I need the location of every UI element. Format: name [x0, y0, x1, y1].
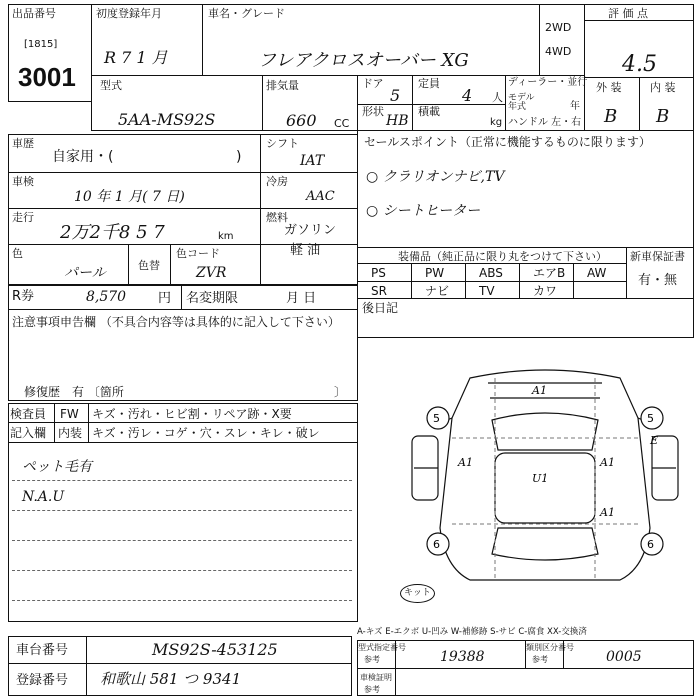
damage-legend: A-キズ E-エクボ U-凹み W-補修跡 S-サビ C-腐食 XX-交換済: [357, 627, 587, 637]
ac-value: AAC: [306, 189, 335, 204]
chassis-label: 車台番号: [16, 643, 69, 658]
mark-a1-left: A1: [458, 456, 473, 469]
fw-label: FW: [60, 407, 79, 421]
notes-label: 注意事項申告欄 （不具合内容等は具体的に記入して下さい）: [12, 315, 340, 329]
equipment-label: 装備品（純正品に限り丸をつけて下さい）: [398, 250, 607, 263]
tyre-fr: 5: [647, 412, 654, 425]
year-unit: 年: [570, 101, 580, 112]
model-year-label: モデル年式: [508, 93, 535, 112]
lot-label: 出品番号: [12, 7, 56, 20]
fw-items: キズ・汚れ・ヒビ割・リペア跡・X要: [92, 407, 292, 421]
inspector-label-2: 記入欄: [10, 426, 47, 440]
cert-sub: 参考: [364, 655, 380, 664]
mark-a1-right2: A1: [600, 506, 615, 519]
history-close: ): [236, 149, 242, 165]
divider: [357, 668, 694, 669]
score-value: 4.5: [622, 52, 657, 77]
shift-label: シフト: [266, 137, 299, 150]
color-no-sub: 参考: [364, 685, 380, 694]
equipment-item: ABS: [479, 266, 503, 280]
color-no-label: 車検証明: [360, 673, 392, 682]
remark-line: [12, 570, 352, 571]
remark-line: [12, 510, 352, 511]
repair-label: 修復歴 有 〔箇所: [24, 385, 124, 399]
reg-label: 登録番号: [16, 673, 69, 688]
handle-label: ハンドル 左・右: [508, 117, 582, 128]
divider: [8, 208, 260, 209]
divider: [465, 263, 466, 299]
divider: [170, 244, 171, 284]
ticket-unit: 円: [158, 291, 172, 306]
warranty-value: 有・無: [638, 273, 678, 288]
sales-label: セールスポイント（正常に機能するものに限ります）: [364, 135, 651, 149]
divider: [8, 422, 358, 423]
transfer-value: 月 日: [286, 291, 317, 306]
color-value: パール: [64, 265, 106, 281]
dealer-label: ディーラー・並行: [508, 77, 588, 88]
divider: [411, 263, 412, 299]
lot-number: 3001: [18, 62, 76, 92]
equipment-item: SR: [371, 284, 387, 298]
ac-label: 冷房: [266, 175, 288, 188]
remark-line: [12, 600, 352, 601]
class-label: 類別区分番号: [526, 643, 574, 652]
mileage-value: 2万2千8 5 7: [60, 222, 165, 243]
divider: [128, 244, 129, 284]
divider: [260, 172, 358, 173]
class-value: 0005: [606, 649, 642, 665]
cert-value: 19388: [440, 649, 485, 665]
inspection-value: 10 年 1 月( 7 日): [74, 189, 185, 205]
load-unit: kg: [490, 117, 503, 128]
sales-item-2: ○ シートヒーター: [366, 203, 481, 219]
remark-line: [12, 480, 352, 481]
fuel-value-1: ガソリン: [284, 223, 337, 238]
history-label: 車歴: [12, 137, 34, 150]
capacity-unit: 人: [492, 91, 503, 104]
shape-label: 形状: [362, 105, 384, 118]
divider: [260, 208, 358, 209]
tyre-rr: 6: [647, 538, 654, 551]
shift-value: IAT: [300, 153, 325, 169]
first-reg-label: 初度登録年月: [96, 7, 162, 20]
history-value: 自家用・(: [52, 149, 114, 165]
inspector-label-1: 検査員: [10, 407, 47, 421]
fuel-label: 燃料: [266, 211, 288, 224]
capacity-value: 4: [462, 86, 473, 105]
equipment-item: ナビ: [425, 284, 450, 298]
remark-1: ペット毛有: [22, 459, 92, 475]
mark-a1-top: A1: [532, 384, 547, 397]
shape-value: HB: [386, 113, 409, 129]
cert-label: 型式指定番号: [358, 643, 406, 652]
color-code-label: 色コード: [176, 247, 220, 260]
divider: [54, 403, 55, 443]
int-label: 内装: [58, 426, 83, 440]
equipment-item: AW: [587, 266, 607, 280]
int-items: キズ・汚レ・コゲ・穴・スレ・キレ・破レ: [92, 426, 320, 440]
inspection-label: 車検: [12, 175, 34, 188]
displacement-value: 660: [286, 111, 317, 130]
displacement-unit: CC: [334, 117, 350, 130]
equipment-item: PS: [371, 266, 386, 280]
mark-a1-right: A1: [600, 456, 615, 469]
reg-value: 和歌山 581 つ 9341: [100, 670, 242, 688]
ticket-label: R券: [12, 289, 35, 304]
kit-label: キット: [400, 584, 435, 603]
load-label: 積載: [418, 105, 440, 118]
mark-e: E: [650, 434, 659, 447]
drive-2wd: 2WD: [545, 21, 572, 34]
color-change-label: 色替: [138, 259, 160, 272]
displacement-label: 排気量: [266, 79, 299, 92]
divider: [357, 281, 627, 282]
exterior-label: 外 装: [596, 81, 622, 94]
mileage-unit: km: [218, 231, 234, 242]
drive-box: [539, 4, 585, 76]
fuel-value-2: 軽 油: [290, 243, 321, 258]
class-sub: 参考: [532, 655, 548, 664]
equipment-item: エアB: [533, 266, 566, 280]
repair-close: 〕: [334, 385, 347, 399]
divider: [519, 263, 520, 299]
warranty-label: 新車保証書: [630, 250, 685, 263]
divider: [357, 263, 627, 264]
color-code-value: ZVR: [196, 265, 227, 281]
remark-line: [12, 540, 352, 541]
after-box: [357, 298, 694, 338]
mileage-label: 走行: [12, 211, 34, 224]
divider: [8, 172, 260, 173]
model-label: 型式: [100, 79, 122, 92]
interior-value: B: [656, 106, 670, 127]
chassis-value: MS92S-453125: [152, 640, 278, 659]
name-value: フレアクロスオーバー XG: [258, 50, 469, 71]
lot-code: [1815]: [24, 39, 58, 50]
remark-2: N.A.U: [22, 489, 65, 505]
after-label: 後日記: [362, 301, 399, 315]
interior-label: 内 装: [650, 81, 676, 94]
model-value: 5AA-MS92S: [118, 110, 216, 129]
score-divider: [584, 20, 694, 21]
divider: [573, 263, 574, 299]
sales-item-1: ○ クラリオンナビ,TV: [366, 169, 505, 185]
score-label: 評 価 点: [608, 7, 648, 20]
name-label: 車名・グレード: [208, 7, 285, 20]
divider: [88, 403, 89, 443]
ticket-value: 8,570: [86, 289, 127, 305]
capacity-label: 定員: [418, 77, 440, 90]
drive-4wd: 4WD: [545, 45, 572, 58]
equipment-item: PW: [425, 266, 445, 280]
mark-u1: U1: [532, 472, 549, 485]
tyre-rl: 6: [433, 538, 440, 551]
tyre-fl: 5: [433, 412, 440, 425]
car-diagram: [400, 358, 690, 588]
door-value: 5: [390, 86, 401, 105]
equipment-item: TV: [479, 284, 495, 298]
transfer-label: 名変期限: [186, 291, 239, 306]
color-label: 色: [12, 247, 23, 260]
exterior-value: B: [604, 106, 618, 127]
first-reg-value: R 7 1 月: [104, 48, 168, 67]
divider: [260, 134, 261, 284]
door-label: ドア: [362, 77, 384, 90]
equipment-item: カワ: [533, 284, 558, 298]
